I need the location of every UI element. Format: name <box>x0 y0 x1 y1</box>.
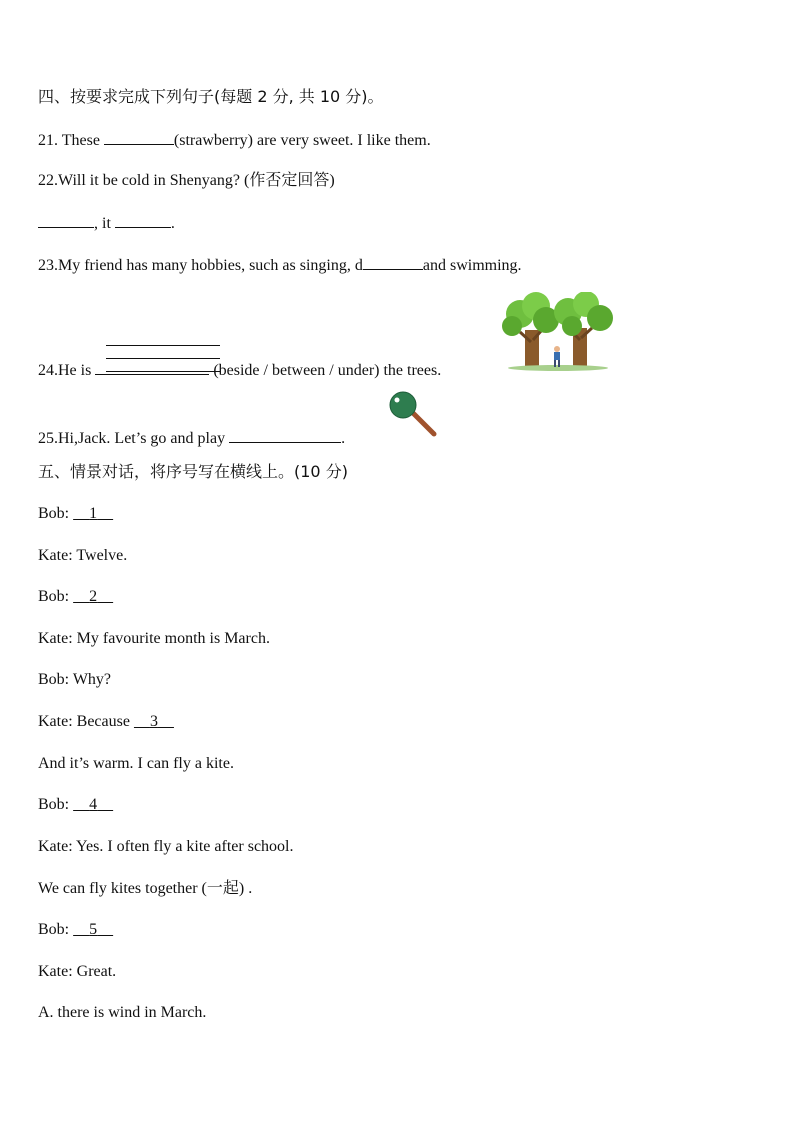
q23-text-pre: 23.My friend has many hobbies, such as singing, d <box>38 257 363 274</box>
speaker-label: Bob: <box>38 796 74 813</box>
dialogue-line-3 <box>38 587 113 607</box>
speaker-label: Bob: <box>38 921 74 938</box>
q22-answer-line <box>38 213 175 234</box>
q23-text-post: and swimming. <box>422 257 522 274</box>
dialogue-line-7: And it’s warm. I can fly a kite. <box>38 755 234 772</box>
q24-text-post: (beside / between / under) the trees. <box>209 362 442 379</box>
q22-blank-2[interactable] <box>115 213 171 228</box>
q25-text-post: . <box>341 430 346 447</box>
dialogue-line-1 <box>38 504 113 524</box>
dialogue-line-9: Kate: Yes. I often fly a kite after school. <box>38 838 294 855</box>
dialogue-line-12: Kate: Great. <box>38 963 117 980</box>
option-a: A. there is wind in March. <box>38 1004 207 1021</box>
question-25 <box>38 428 345 449</box>
answer-blank-1[interactable]: 1 <box>89 505 98 522</box>
q24-blank[interactable] <box>95 360 209 375</box>
q21-text-post: (strawberry) are very sweet. I like them. <box>173 132 431 149</box>
question-21 <box>38 130 431 151</box>
q22-answer-mid: , it <box>94 215 115 232</box>
q24-blank-line-1 <box>106 333 220 346</box>
question-23 <box>38 255 522 276</box>
answer-blank-3[interactable]: 3 <box>149 713 158 730</box>
q25-blank[interactable] <box>229 428 341 443</box>
question-22: 22.Will it be cold in Shenyang? (作否定回答) <box>38 172 335 189</box>
answer-blank-4[interactable]: 4 <box>89 796 98 813</box>
q21-number: 21. <box>38 132 58 149</box>
speaker-label: Bob: <box>38 588 74 605</box>
question-24 <box>38 360 441 381</box>
q23-blank[interactable] <box>363 255 423 270</box>
dialogue-line-2: Kate: Twelve. <box>38 547 128 564</box>
section5-heading: 五、情景对话，将序号写在横线上。(10 分) <box>38 462 348 481</box>
trees-icon <box>500 292 616 372</box>
q21-text-pre: These <box>58 132 104 149</box>
dialogue-line-4: Kate: My favourite month is March. <box>38 630 270 647</box>
section4-heading: 四、按要求完成下列句子(每题 2 分, 共 10 分)。 <box>38 87 384 106</box>
q22-answer-end: . <box>170 215 175 232</box>
q22-blank-1[interactable] <box>38 213 94 228</box>
q25-text-pre: 25.Hi,Jack. Let’s go and play <box>38 430 230 447</box>
q24-blank-line-2 <box>106 346 220 359</box>
q24-text-pre: 24.He is <box>38 362 96 379</box>
speaker-label: Kate: Because <box>38 713 134 730</box>
dialogue-line-11 <box>38 920 113 940</box>
answer-blank-5[interactable]: 5 <box>89 921 98 938</box>
dialogue-line-8 <box>38 795 113 815</box>
answer-blank-2[interactable]: 2 <box>89 588 98 605</box>
dialogue-line-6 <box>38 712 174 732</box>
dialogue-line-5: Bob: Why? <box>38 671 112 688</box>
q21-blank[interactable] <box>104 130 174 145</box>
ping-pong-paddle-icon <box>388 390 440 438</box>
dialogue-line-10: We can fly kites together (一起) . <box>38 880 253 897</box>
speaker-label: Bob: <box>38 505 74 522</box>
